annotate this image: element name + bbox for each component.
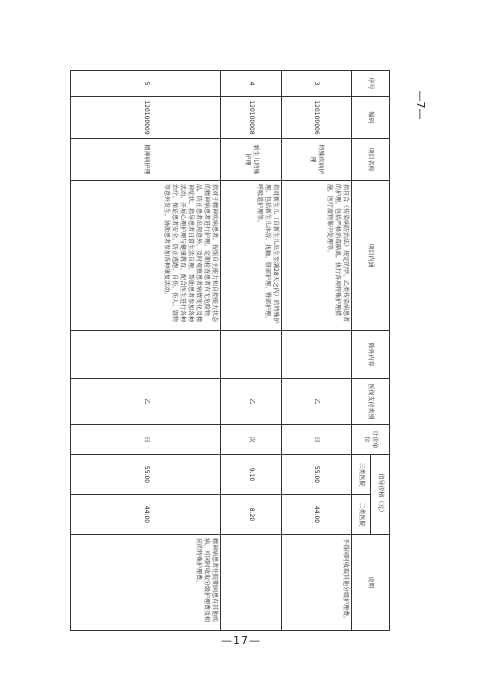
header-price-group: 指导价格（元） (370, 455, 389, 535)
cell-unit: 日 (71, 425, 222, 455)
header-exclude: 除外内容 (351, 331, 389, 379)
side-page-number: —7— (414, 90, 427, 120)
header-code: 编码 (351, 97, 389, 139)
cell-seq: 3 (281, 71, 351, 97)
cell-insurance: 乙 (281, 379, 351, 425)
cell-class2: 44.00 (281, 495, 351, 535)
table-row (71, 71, 222, 631)
cell-unit: 次 (221, 425, 281, 455)
header-content: 项目内涵 (351, 181, 389, 331)
header-insurance: 医保支付类别 (351, 379, 389, 425)
cell-exclude (281, 331, 351, 379)
cell-class3: 9.10 (221, 455, 281, 495)
cell-seq: 4 (221, 71, 281, 97)
header-class3: 三类医院 (351, 455, 370, 495)
header-name: 项目名称 (351, 139, 389, 181)
header-seq: 序号 (351, 71, 389, 97)
cell-note: 不得同时收取其他分级护理费。 (281, 535, 351, 631)
cell-seq: 5 (71, 71, 222, 97)
cell-name: 特殊疾病护理 (281, 139, 351, 181)
cell-note (221, 535, 281, 631)
header-class2: 二类医院 (351, 495, 370, 535)
cell-unit: 日 (281, 425, 351, 455)
cell-insurance: 乙 (221, 379, 281, 425)
table-row (281, 71, 351, 631)
cell-name: 新生儿特殊护理 (221, 139, 281, 181)
cell-code: 120100009 (71, 97, 222, 139)
header-note: 说明 (351, 535, 389, 631)
cell-class2: 8.20 (221, 495, 281, 535)
cell-content: 指符合《传染病防治法》规定的甲、乙类传染病患者的护理。包括严格消毒隔离，执行各项特殊护理措施，医疗废物集中处理等。 (281, 181, 351, 331)
cell-code: 120100008 (221, 97, 281, 139)
header-unit: 计价单位 (351, 425, 389, 455)
cell-code: 120100006 (281, 97, 351, 139)
page-number: —17— (221, 634, 261, 647)
cell-class2: 44.00 (71, 495, 222, 535)
price-table (70, 70, 390, 631)
cell-name: 精神病护理 (71, 139, 222, 181)
cell-exclude (71, 331, 222, 379)
rotated-price-table (70, 70, 390, 630)
cell-exclude (221, 331, 281, 379)
header-row (370, 71, 389, 631)
cell-note: 精神病患者住院期间患有其他疾病，可同时收取分级护理费及相应的特殊护理费。 (71, 535, 222, 631)
table-row (221, 71, 281, 631)
cell-content: 指对新生儿（自新生儿出生至满28天之内）的特殊护理。包括新生儿沐浴、抚触、脐部护理、臀部护理、呼吸道护理等。 (221, 181, 281, 331)
cell-class3: 55.00 (281, 455, 351, 495)
cell-insurance: 乙 (71, 379, 222, 425)
cell-class3: 55.00 (71, 455, 222, 495)
cell-content: 指对于精神疾病患者，按照自主能力和自控能力状态的精神病患者进行护理。定期检查患者有无危险物品，防止患者出现意外，及时观察患者病情变化及精神症状，指导患者日常生活自理，帮助患者参加各种活动，开展心理护理与健康教育，配合医生进行各种治疗，保证患者安全。防止逃跑、自伤、伤人、毁物等意外发生，协助患者参加各种康复活动。 (71, 181, 222, 331)
